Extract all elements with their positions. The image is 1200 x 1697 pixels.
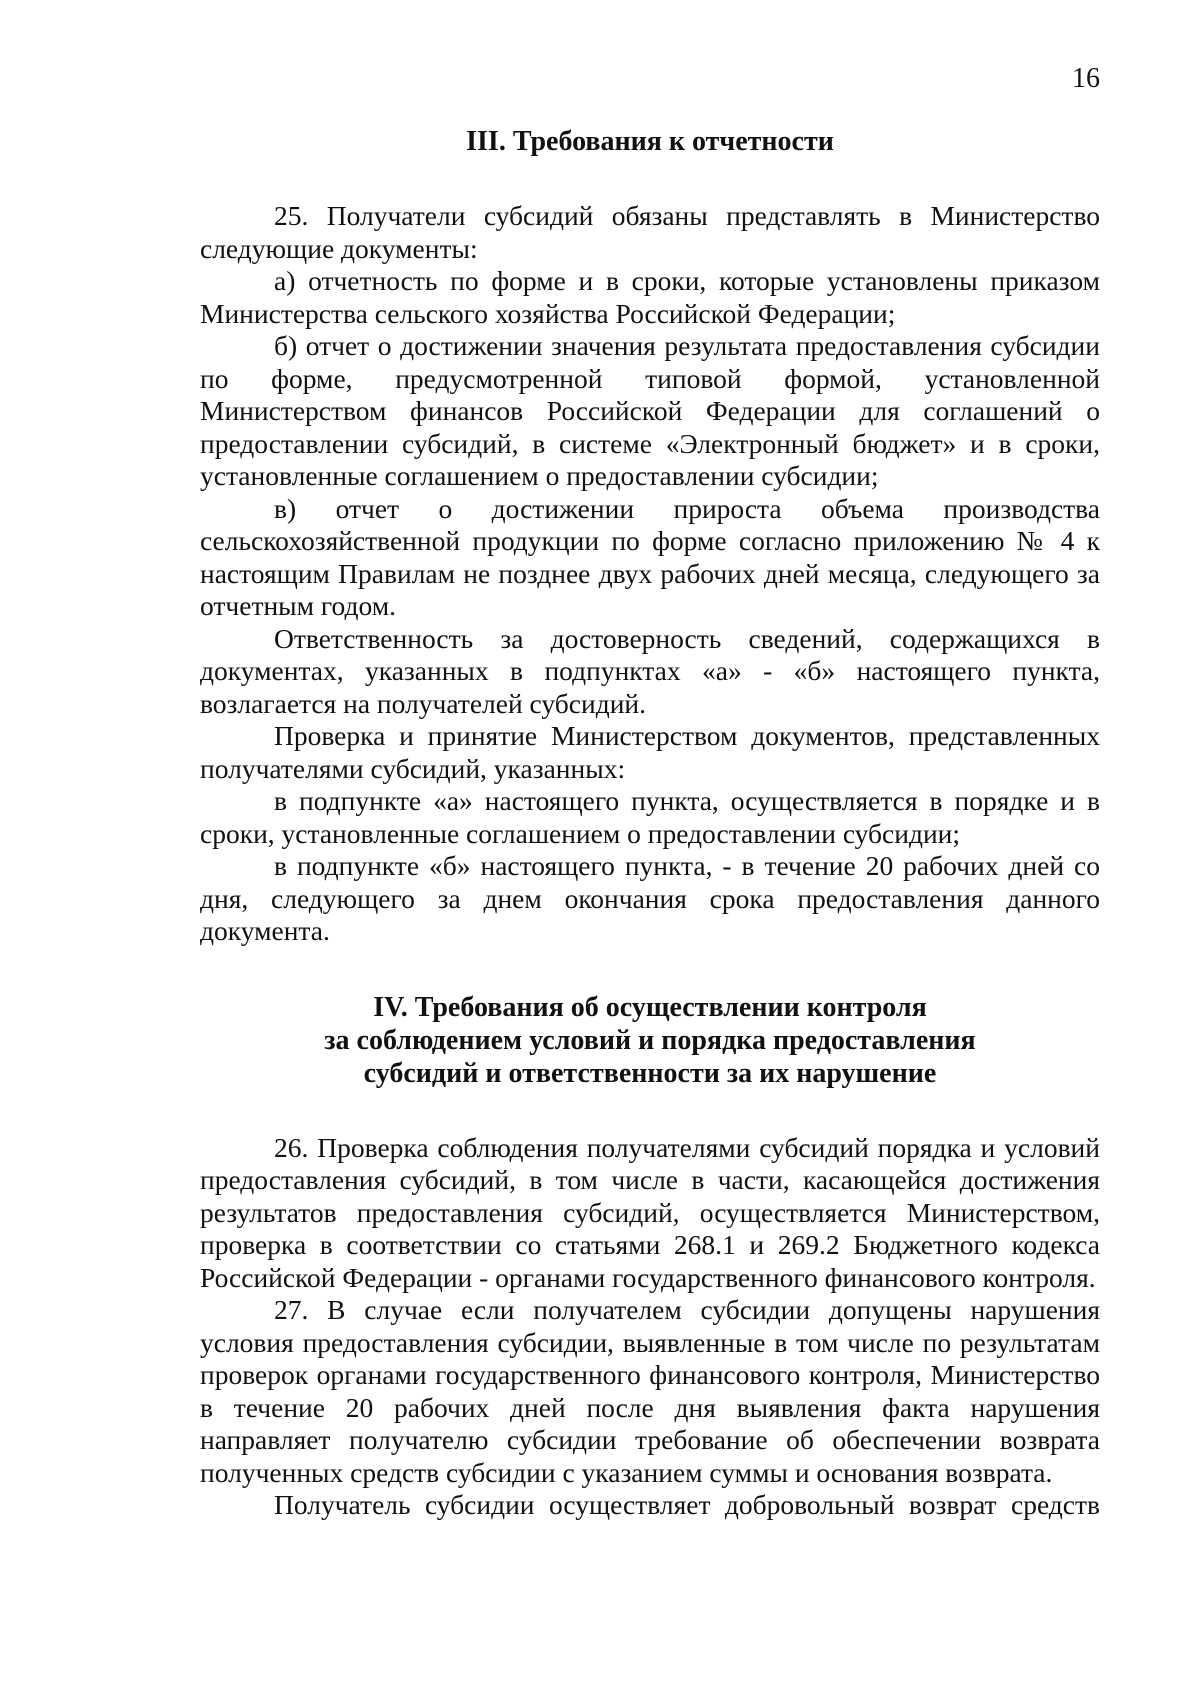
document-body xyxy=(200,125,1100,1522)
section-4-title-line-1: IV. Требования об осуществлении контроля xyxy=(373,991,927,1023)
paragraph-subpoint-a: в подпункте «а» настоящего пункта, осуществляется в порядке и в сроки, установленные соглашением о предоставлении субсидии; xyxy=(200,785,1100,849)
paragraph-responsibility: Ответственность за достоверность сведений, содержащихся в документах, указанных в подпунктах «а» - «б» настоящего пункта, возлагается на получателей субсидий. xyxy=(200,622,1100,719)
section-4-title-line-3: субсидий и ответственности за их нарушение xyxy=(363,1057,937,1089)
paragraph-subpoint-b: в подпункте «б» настоящего пункта, - в течение 20 рабочих дней со дня, следующего за днем окончания срока предоставления данного документа. xyxy=(200,850,1100,946)
paragraph-25-a: а) отчетность по форме и в сроки, которые установлены приказом Министерства сельского хозяйства Российской Федерации; xyxy=(200,265,1100,329)
paragraph-27: 27. В случае если получателем субсидии допущены нарушения условия предоставления субсидии, выявленные в том числе по результатам проверок органами государственного финансового контроля, Министерство в течение 20 рабочих дней после дня выявления факта нарушения направляет получателю субсидии требование об обеспечении возврата полученных средств субсидии с указанием суммы и основания возврата. xyxy=(200,1294,1100,1488)
section-3-title: III. Требования к отчетности xyxy=(466,126,834,157)
paragraph-25-v: в) отчет о достижении прироста объема производства сельскохозяйственной продукции по форме согласно приложению № 4 к настоящим Правилам не позднее двух рабочих дней месяца, следующего за отчетным годом. xyxy=(200,492,1100,621)
section-4-title-line-2: за соблюдением условий и порядка предоставления xyxy=(324,1024,976,1056)
section-4-title xyxy=(200,991,1100,1090)
paragraph-voluntary-return: Получатель субсидии осуществляет добровольный возврат средств xyxy=(274,1489,1100,1520)
page-number: 16 xyxy=(1072,63,1100,94)
paragraph-25: 25. Получатели субсидий обязаны представлять в Министерство следующие документы: xyxy=(200,200,1100,264)
paragraph-26: 26. Проверка соблюдения получателями субсидий порядка и условий предоставления субсидий, в том числе в части, касающейся достижения результатов предоставления субсидий, осуществляется Министерством, проверка в соответствии со статьями 268.1 и 269.2 Бюджетного кодекса Российской Федерации - органами государственного финансового контроля. xyxy=(200,1131,1100,1293)
paragraph-verification: Проверка и принятие Министерством документов, представленных получателями субсидий, указанных: xyxy=(200,720,1100,784)
paragraph-25-b: б) отчет о достижении значения результата предоставления субсидии по форме, предусмотренной типовой формой, установленной Министерством финансов Российской Федерации для соглашений о предоставлении субсидий, в системе «Электронный бюджет» и в сроки, установленные соглашением о предоставлении субсидии; xyxy=(200,330,1100,491)
